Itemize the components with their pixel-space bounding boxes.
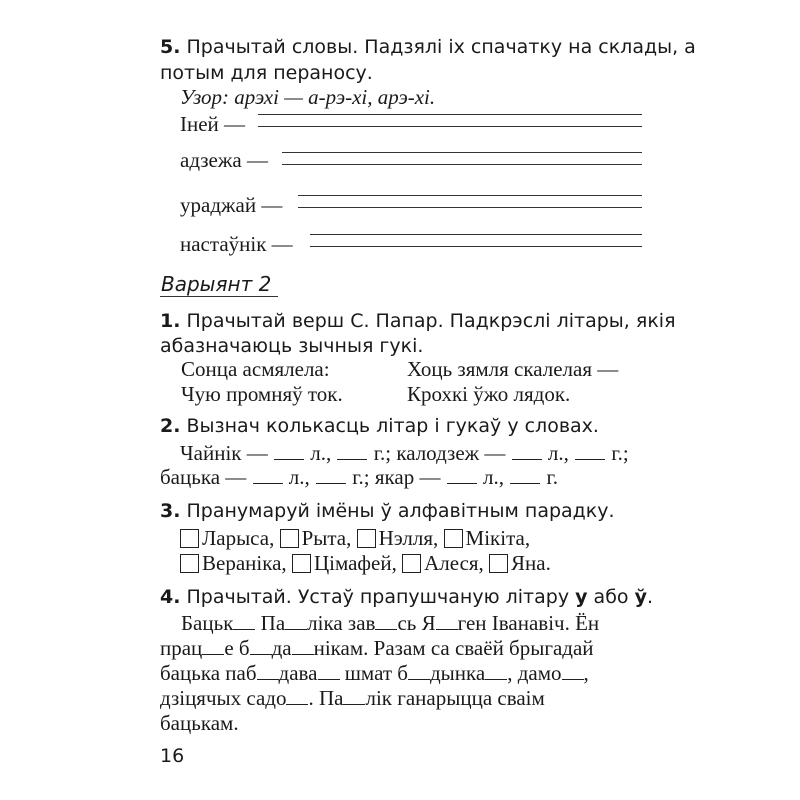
- letter-blank[interactable]: [436, 615, 458, 630]
- number-checkbox[interactable]: [402, 554, 421, 573]
- letter-blank[interactable]: [250, 640, 272, 655]
- letter-blank[interactable]: [318, 665, 340, 680]
- task4-line-4: дзіцячых садо . Па лік ганарыцца сваім: [160, 686, 545, 710]
- write-line[interactable]: [310, 234, 642, 235]
- answer-blank[interactable]: [316, 469, 346, 484]
- write-line[interactable]: [258, 126, 642, 127]
- task1-instruction-line1: 1. Прачытай верш С. Папар. Падкрэслі літары, якія: [160, 310, 676, 332]
- variant-title: Варыянт 2: [161, 272, 272, 296]
- task2-line-2: бацька — л., г.; якар — л., г.: [160, 465, 558, 489]
- poem-left-line-1: Сонца асмялела:: [181, 357, 330, 381]
- task5-word-1: Іней —: [180, 112, 246, 136]
- answer-blank[interactable]: [447, 469, 477, 484]
- letter-blank[interactable]: [562, 665, 584, 680]
- number-checkbox[interactable]: [280, 529, 299, 548]
- task5-word-4: настаўнік —: [180, 232, 293, 256]
- answer-blank[interactable]: [575, 445, 605, 460]
- task4-line-2: прац е б да нікам. Разам са сваёй брыгадай: [160, 636, 594, 660]
- letter-blank[interactable]: [257, 665, 279, 680]
- task3-names-row-1: Ларыса, Рыта, Нэлля, Мікіта,: [180, 524, 530, 552]
- variant-underline: [160, 296, 278, 297]
- number-checkbox[interactable]: [180, 554, 199, 573]
- write-line[interactable]: [298, 195, 642, 196]
- answer-blank[interactable]: [274, 445, 304, 460]
- letter-blank[interactable]: [233, 615, 255, 630]
- poem-left-line-2: Чую промняў ток.: [181, 382, 343, 406]
- letter-blank[interactable]: [375, 615, 397, 630]
- task5-word-2: адзежа —: [180, 148, 268, 172]
- number-checkbox[interactable]: [489, 554, 508, 573]
- number-checkbox[interactable]: [292, 554, 311, 573]
- answer-blank[interactable]: [337, 445, 367, 460]
- task3-instruction: 3. Пранумаруй імёны ў алфавітным парадку.: [160, 500, 615, 522]
- number-checkbox[interactable]: [357, 529, 376, 548]
- task2-instruction: 2. Вызнач колькасць літар і гукаў у словах.: [160, 415, 599, 437]
- task1-instruction-line2: абазначаюць зычныя гукі.: [160, 335, 424, 357]
- task5-instruction-line1: 5. Прачытай словы. Падзялі іх спачатку на склады, а: [160, 36, 696, 58]
- write-line[interactable]: [282, 152, 642, 153]
- letter-blank[interactable]: [485, 665, 507, 680]
- task5-instruction-line2: потым для пераносу.: [160, 62, 373, 84]
- task4-line-1: Бацьк Па ліка зав сь Я ген Іванавіч. Ён: [181, 611, 600, 635]
- answer-blank[interactable]: [512, 445, 542, 460]
- write-line[interactable]: [310, 246, 642, 247]
- letter-blank[interactable]: [285, 615, 307, 630]
- page-number: 16: [160, 745, 185, 767]
- number-checkbox[interactable]: [180, 529, 199, 548]
- task2-number: 2.: [160, 415, 181, 437]
- letter-blank[interactable]: [286, 690, 308, 705]
- answer-blank[interactable]: [510, 469, 540, 484]
- task1-number: 1.: [160, 310, 181, 332]
- task5-pattern: Узор: арэхі — а-рэ-хі, арэ-хі.: [180, 85, 436, 109]
- letter-blank[interactable]: [343, 690, 365, 705]
- poem-right-line-1: Хоць зямля скалелая —: [407, 357, 619, 381]
- task3-number: 3.: [160, 500, 181, 522]
- write-line[interactable]: [282, 164, 642, 165]
- task3-names-row-2: Вераніка, Цімафей, Алеся, Яна.: [180, 549, 551, 577]
- write-line[interactable]: [298, 207, 642, 208]
- task4-instruction: 4. Прачытай. Устаў прапушчаную літару у або ў.: [160, 586, 654, 608]
- letter-blank[interactable]: [408, 665, 430, 680]
- letter-blank[interactable]: [202, 640, 224, 655]
- task2-line-1: Чайнік — л., г.; калодзеж — л., г.;: [180, 441, 629, 465]
- task5-number: 5.: [160, 36, 181, 58]
- number-checkbox[interactable]: [444, 529, 463, 548]
- letter-blank[interactable]: [292, 640, 314, 655]
- poem-right-line-2: Крохкі ўжо лядок.: [407, 382, 571, 406]
- task5-word-3: ураджай —: [180, 193, 283, 217]
- task4-number: 4.: [160, 586, 181, 608]
- task4-line-3: бацька паб дава шмат б дынка , дамо ,: [160, 661, 589, 685]
- write-line[interactable]: [258, 114, 642, 115]
- task4-line-5: бацькам.: [160, 711, 239, 735]
- answer-blank[interactable]: [253, 469, 283, 484]
